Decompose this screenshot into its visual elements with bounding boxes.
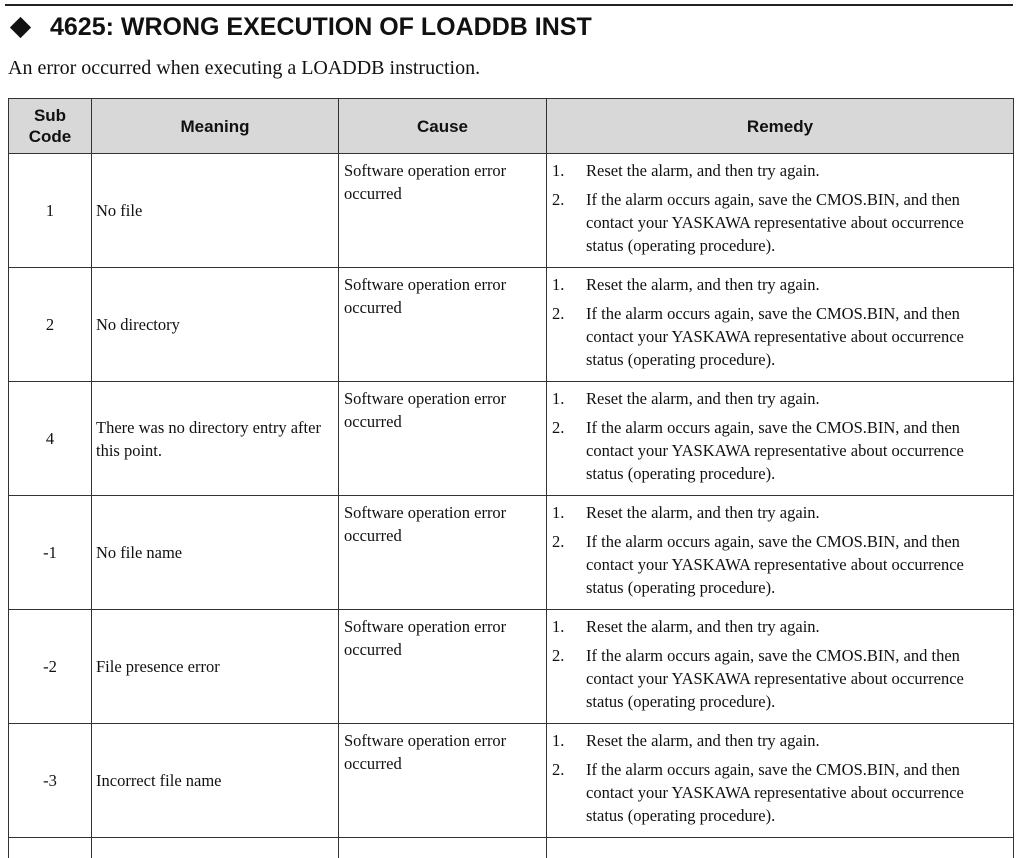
remedy-step-text: Reset the alarm, and then try again. bbox=[586, 729, 1005, 752]
remedy-step bbox=[552, 159, 1005, 182]
alarm-subcode-table bbox=[8, 98, 1014, 858]
remedy-list bbox=[552, 159, 1005, 257]
top-rule bbox=[5, 4, 1013, 6]
remedy-cell bbox=[547, 496, 1014, 610]
remedy-step bbox=[552, 644, 1005, 713]
table-row-partial bbox=[9, 838, 1014, 858]
remedy-step bbox=[552, 615, 1005, 638]
remedy-step-text: If the alarm occurs again, save the CMOS.BIN, and then contact your YASKAWA representative about occurrence status (operating procedure). bbox=[586, 644, 1005, 713]
table-row bbox=[9, 268, 1014, 382]
remedy-step-text: Reset the alarm, and then try again. bbox=[586, 273, 1005, 296]
sub-code-cell: -2 bbox=[9, 610, 92, 724]
sub-code-cell: -1 bbox=[9, 496, 92, 610]
meaning-cell: Incorrect file name bbox=[92, 724, 339, 838]
table-row bbox=[9, 154, 1014, 268]
empty-cell bbox=[339, 838, 547, 858]
remedy-step bbox=[552, 530, 1005, 599]
header-meaning: Meaning bbox=[92, 99, 339, 154]
remedy-step bbox=[552, 501, 1005, 524]
remedy-step-number: 1. bbox=[552, 501, 586, 524]
cause-cell: Software operation error occurred bbox=[339, 268, 547, 382]
remedy-step-text: Reset the alarm, and then try again. bbox=[586, 501, 1005, 524]
remedy-cell bbox=[547, 154, 1014, 268]
remedy-step-number: 1. bbox=[552, 729, 586, 752]
diamond-bullet-icon bbox=[10, 16, 31, 37]
header-sub-code bbox=[9, 99, 92, 154]
remedy-list bbox=[552, 501, 1005, 599]
remedy-step bbox=[552, 387, 1005, 410]
remedy-step bbox=[552, 758, 1005, 827]
header-remedy: Remedy bbox=[547, 99, 1014, 154]
remedy-step bbox=[552, 188, 1005, 257]
remedy-step-text: If the alarm occurs again, save the CMOS.BIN, and then contact your YASKAWA representative about occurrence status (operating procedure). bbox=[586, 188, 1005, 257]
remedy-step-number: 2. bbox=[552, 644, 586, 667]
remedy-step-text: If the alarm occurs again, save the CMOS.BIN, and then contact your YASKAWA representative about occurrence status (operating procedure). bbox=[586, 758, 1005, 827]
empty-cell bbox=[92, 838, 339, 858]
cause-cell: Software operation error occurred bbox=[339, 154, 547, 268]
remedy-step bbox=[552, 729, 1005, 752]
remedy-step bbox=[552, 302, 1005, 371]
remedy-step-text: Reset the alarm, and then try again. bbox=[586, 615, 1005, 638]
meaning-cell: No directory bbox=[92, 268, 339, 382]
remedy-step-number: 1. bbox=[552, 387, 586, 410]
header-cause: Cause bbox=[339, 99, 547, 154]
remedy-step-number: 2. bbox=[552, 530, 586, 553]
section-heading bbox=[8, 12, 592, 42]
table-row bbox=[9, 610, 1014, 724]
remedy-step bbox=[552, 273, 1005, 296]
remedy-cell bbox=[547, 268, 1014, 382]
remedy-step-number: 2. bbox=[552, 302, 586, 325]
empty-cell bbox=[9, 838, 92, 858]
header-sub-code-line1: Sub bbox=[9, 105, 91, 126]
section-description: An error occurred when executing a LOADDB instruction. bbox=[8, 57, 480, 80]
remedy-step bbox=[552, 416, 1005, 485]
meaning-cell: There was no directory entry after this point. bbox=[92, 382, 339, 496]
table-header-row bbox=[9, 99, 1014, 154]
sub-code-cell: 1 bbox=[9, 154, 92, 268]
sub-code-cell: -3 bbox=[9, 724, 92, 838]
table-row bbox=[9, 724, 1014, 838]
remedy-cell bbox=[547, 724, 1014, 838]
remedy-step-number: 1. bbox=[552, 615, 586, 638]
header-sub-code-line2: Code bbox=[9, 126, 91, 147]
remedy-cell bbox=[547, 610, 1014, 724]
remedy-step-text: If the alarm occurs again, save the CMOS.BIN, and then contact your YASKAWA representative about occurrence status (operating procedure). bbox=[586, 416, 1005, 485]
remedy-list bbox=[552, 387, 1005, 485]
remedy-step-number: 2. bbox=[552, 188, 586, 211]
empty-cell bbox=[547, 838, 1014, 858]
meaning-cell: No file bbox=[92, 154, 339, 268]
meaning-cell: No file name bbox=[92, 496, 339, 610]
table-row bbox=[9, 496, 1014, 610]
table-row bbox=[9, 382, 1014, 496]
remedy-step-number: 2. bbox=[552, 758, 586, 781]
remedy-step-text: If the alarm occurs again, save the CMOS.BIN, and then contact your YASKAWA representative about occurrence status (operating procedure). bbox=[586, 530, 1005, 599]
cause-cell: Software operation error occurred bbox=[339, 724, 547, 838]
remedy-list bbox=[552, 273, 1005, 371]
remedy-list bbox=[552, 615, 1005, 713]
remedy-step-number: 1. bbox=[552, 159, 586, 182]
cause-cell: Software operation error occurred bbox=[339, 382, 547, 496]
remedy-step-number: 2. bbox=[552, 416, 586, 439]
remedy-cell bbox=[547, 382, 1014, 496]
cause-cell: Software operation error occurred bbox=[339, 496, 547, 610]
section-title: 4625: WRONG EXECUTION OF LOADDB INST bbox=[50, 13, 592, 42]
sub-code-cell: 2 bbox=[9, 268, 92, 382]
remedy-step-text: If the alarm occurs again, save the CMOS.BIN, and then contact your YASKAWA representative about occurrence status (operating procedure). bbox=[586, 302, 1005, 371]
remedy-step-text: Reset the alarm, and then try again. bbox=[586, 159, 1005, 182]
sub-code-cell: 4 bbox=[9, 382, 92, 496]
remedy-step-text: Reset the alarm, and then try again. bbox=[586, 387, 1005, 410]
remedy-list bbox=[552, 729, 1005, 827]
cause-cell: Software operation error occurred bbox=[339, 610, 547, 724]
meaning-cell: File presence error bbox=[92, 610, 339, 724]
remedy-step-number: 1. bbox=[552, 273, 586, 296]
